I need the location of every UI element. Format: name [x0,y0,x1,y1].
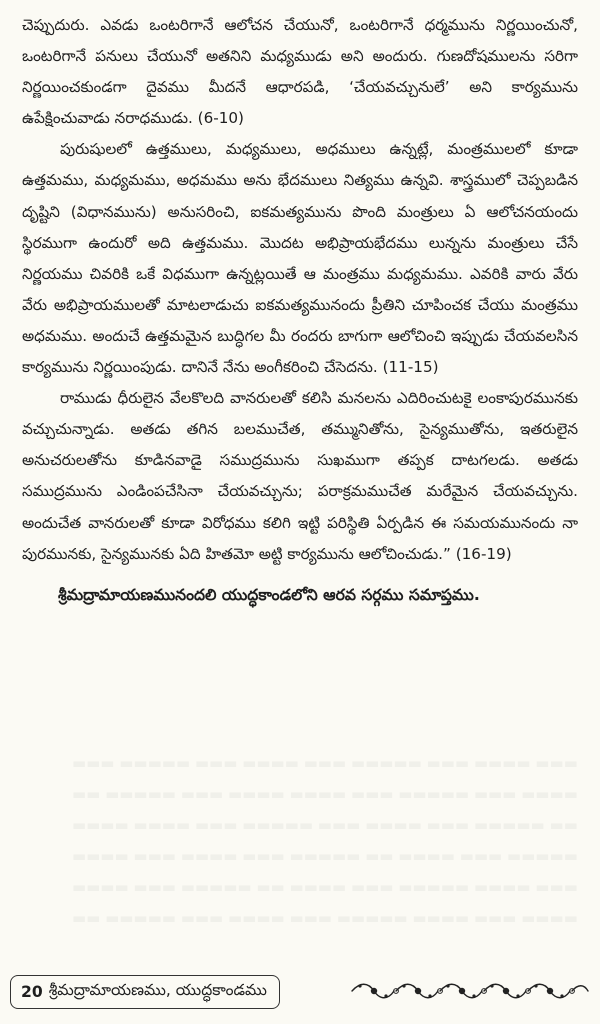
show-through-line: ▬▬▬ ▬▬▬▬ ▬▬▬ ▬▬▬▬▬ ▬▬▬ ▬▬▬▬ ▬▬▬ ▬▬▬▬▬ ▬▬▬ [72,754,578,772]
show-through-line: ▬▬ ▬▬▬▬▬ ▬▬▬ ▬▬▬▬ ▬▬▬ ▬▬▬▬▬ ▬▬▬ ▬▬▬▬ ▬▬▬▬ [72,816,578,834]
show-through-line: ▬▬▬▬ ▬▬▬ ▬▬▬▬ ▬▬▬▬▬ ▬▬▬ ▬▬▬▬ ▬▬▬ ▬▬▬▬▬ ▬▬ [72,909,578,927]
paragraph-3: రాముడు ధీరులైన వేలకొలది వానరులతో కలిసి మనలను ఎదిరించుటకై లంకాపురమునకు వచ్చుచున్నాడు. అతడు తగిన బలముచేత, తమ్మునితోను, సైన్యముతోను, ఇతరులైన అనుచరులతోను కూడినవాడై సముద్రమును సుఖముగా తప్పక దాటగలడు. అతడు సముద్రమును ఎండింపచేసినా చేయవచ్చును; పరాక్రమముచేత మరేమైన చేయవచ్చును. అందుచేత వానరులతో కూడా విరోధము కలిగి ఇట్టి పరిస్థితి ఏర్పడిన ఈ సమయమునందు నా పురమునకు, సైన్యమునకు ఏది హితమో అట్టి కార్యమును ఆలోచించుడు.” (16-19) [22,389,578,563]
show-through-line: ▬▬▬▬ ▬▬▬ ▬▬▬▬▬ ▬▬▬ ▬▬▬▬ ▬▬▬▬ ▬▬▬ ▬▬▬▬▬ ▬▬ [72,785,578,803]
page-footer [10,975,590,1009]
show-through-texture [22,748,578,948]
page-content [22,10,578,611]
chapter-closing-line: శ్రీమద్రామాయణమునందలి యుద్ధకాండలోని ఆరవ సర్గము సమాప్తము. [58,585,480,604]
show-through-line: ▬▬▬▬▬ ▬▬▬ ▬▬▬▬ ▬▬ ▬▬▬▬▬ ▬▬▬ ▬▬▬▬ ▬▬▬ ▬▬▬▬ [72,847,578,865]
show-through-line: ▬▬▬ ▬▬▬▬ ▬▬▬▬▬ ▬▬▬ ▬▬▬▬ ▬▬ ▬▬▬▬▬ ▬▬▬ ▬▬▬▬ [72,878,578,896]
running-footer-box [10,975,280,1009]
floral-border-ornament [350,979,590,1003]
paragraph-2: పురుషులలో ఉత్తములు, మధ్యములు, అధములు ఉన్నట్లే, మంత్రములలో కూడా ఉత్తమము, మధ్యమము, అధమము అను భేదములు నిత్యము ఉన్నవి. శాస్త్రములో చెప్పబడిన దృష్టిని (విధానమును) అనుసరించి, ఐకమత్యమును పొంది మంత్రులు ఏ ఆలోచనయందు స్థిరముగా ఉందురో అది ఉత్తమము. మొదట అభిప్రాయభేదము లున్నను మంత్రులు చేసే నిర్ణయము చివరికి ఒకే విధముగా ఉన్నట్లయితే ఆ మంత్రము మధ్యమము. ఎవరికి వారు వేరు వేరు అభిప్రాయములతో మాటలాడుచు ఐకమత్యమునందు ప్రీతిని చూపించక చేయు మంత్రము అధమము. అందుచే ఉత్తమమైన బుద్ధిగల మీ రందరు బాగుగా ఆలోచించి ఇప్పుడు చేయవలసిన కార్యమును నిర్ణయింపుడు. దానినే నేను అంగీకరించి చేసెదను. (11-15) [22,140,578,377]
page-number: 20 [21,983,43,1001]
running-title: శ్రీమద్రామాయణము, యుద్ధకాండము [48,981,267,999]
paragraph-1: చెప్పుదురు. ఎవడు ఒంటరిగానే ఆలోచన చేయునో, ఒంటరిగానే ధర్మమును నిర్ణయించునో, ఒంటరిగానే పనులు చేయునో అతనిని మధ్యముడు అని అందురు. గుణదోషములను సరిగా నిర్ణయించకుండగా దైవము మీదనే ఆధారపడి, ‘చేయవచ్చునులే’ అని కార్యమును ఉపేక్షించువాడు నరాధముడు. (6-10) [22,16,578,128]
